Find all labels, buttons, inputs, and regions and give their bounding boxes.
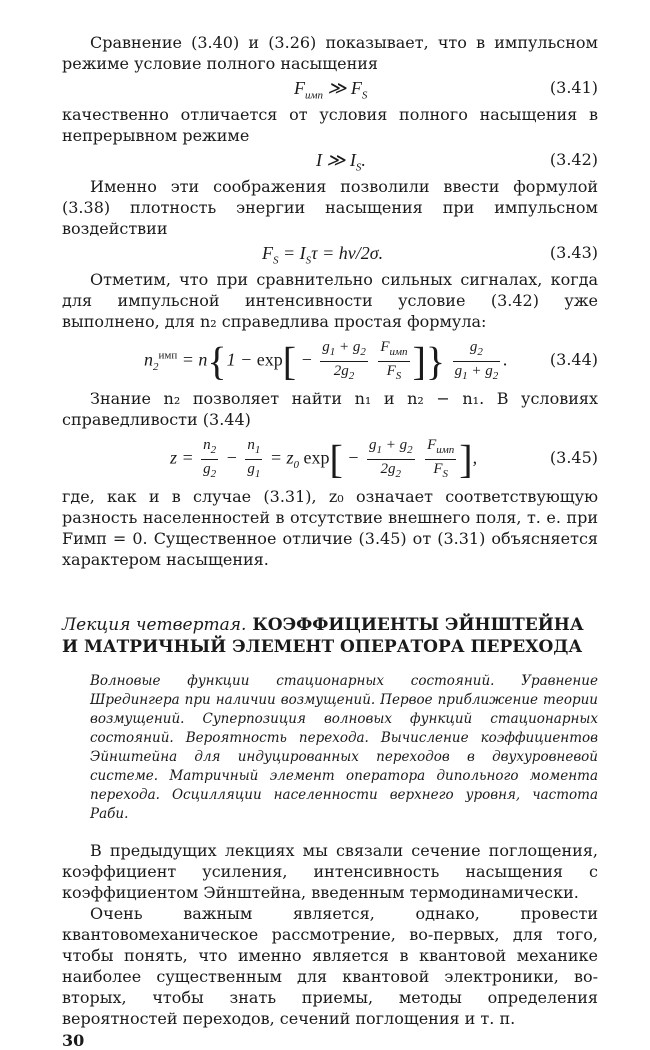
paragraph-6: где, как и в случае (3.31), z₀ означает соответствующую разность населенностей в отсутствие внешнего поля, т. е. при Fимп = 0. Существенное отличие (3.45) от (3.31) объясняется характером насыщения. (62, 487, 598, 569)
lecture-heading (62, 614, 598, 658)
equation-number: (3.45) (549, 448, 598, 467)
page (62, 32, 598, 1050)
page-number: 30 (62, 1031, 85, 1050)
lecture-prefix: Лекция четвертая. (62, 615, 247, 635)
paragraph-2: качественно отличается от условия полного насыщения в непрерывном режиме (62, 105, 598, 145)
equation-3-45: z = $\frac{n_2}{g_2}$ − $\frac{n_1}{g_1}$ = $z_0$ exp[ − $\frac{g_1 + g_2}{2g_2}$ $\frac{F_{имп}}{F_S}$ ], (3.45) (170, 436, 598, 482)
equation-3-42: I ≫ $I_S$. (3.42) (316, 150, 598, 174)
equation-3-41: $F_{имп}$ ≫ $F_S$ (3.41) (294, 78, 598, 102)
lecture-abstract: Волновые функции стационарных состояний. Уравнение Шредингера при наличии возмущений. Первое приближение теории возмущений. Суперпозиция волновых функций стационарных состояний. Вероятность перехода. Вычисление коэффициентов Эйнштейна для индуцированных переходов в двухуровневой системе. Матричный элемент оператора дипольного момента перехода. Осцилляции населенности верхнего уровня, частота Раби. (90, 673, 598, 822)
equation-number: (3.43) (549, 243, 598, 262)
lecture-title-line2: И МАТРИЧНЫЙ ЭЛЕМЕНТ ОПЕРАТОРА ПЕРЕХОДА (62, 637, 583, 657)
paragraph-4: Отметим, что при сравнительно сильных сигналах, когда для импульсной интенсивности условие (3.42) уже выполнено, для n₂ справедлива простая формула: (62, 270, 598, 331)
equation-3-44: $n_2^{имп} = n\{1 - \exp$[ − $\frac{g_1 + g_2}{2g_2}$ $\frac{F_{имп}}{F_S}$ ]} $\frac{g_2}{g_1 + g_2}$ . (3.44) (144, 338, 598, 384)
equation-number: (3.42) (549, 150, 598, 169)
equation-3-43: $F_S = I_S\tau = h\nu/2\sigma$. (3.43) (262, 243, 598, 267)
paragraph-7: В предыдущих лекциях мы связали сечение поглощения, коэффициент усиления, интенсивность насыщения с коэффициентом Эйнштейна, введенным термодинамически. (62, 841, 598, 902)
paragraph-3: Именно эти соображения позволили ввести формулой (3.38) плотность энергии насыщения при импульсном воздействии (62, 177, 598, 238)
equation-number: (3.44) (549, 350, 598, 369)
equation-number: (3.41) (549, 78, 598, 97)
paragraph-5: Знание n₂ позволяет найти n₁ и n₂ − n₁. В условиях справедливости (3.44) (62, 389, 598, 429)
lecture-title-line1: КОЭФФИЦИЕНТЫ ЭЙНШТЕЙНА (252, 615, 584, 635)
paragraph-8: Очень важным является, однако, провести квантовомеханическое рассмотрение, во-первых, для того, чтобы понять, что именно является в квантовой механике наиболее существенным для квантовой электроники, во-вторых, чтобы знать приемы, методы определения вероятностей переходов, сечений поглощения и т. п. (62, 904, 598, 1028)
paragraph-1: Сравнение (3.40) и (3.26) показывает, что в импульсном режиме условие полного насыщения (62, 33, 598, 73)
